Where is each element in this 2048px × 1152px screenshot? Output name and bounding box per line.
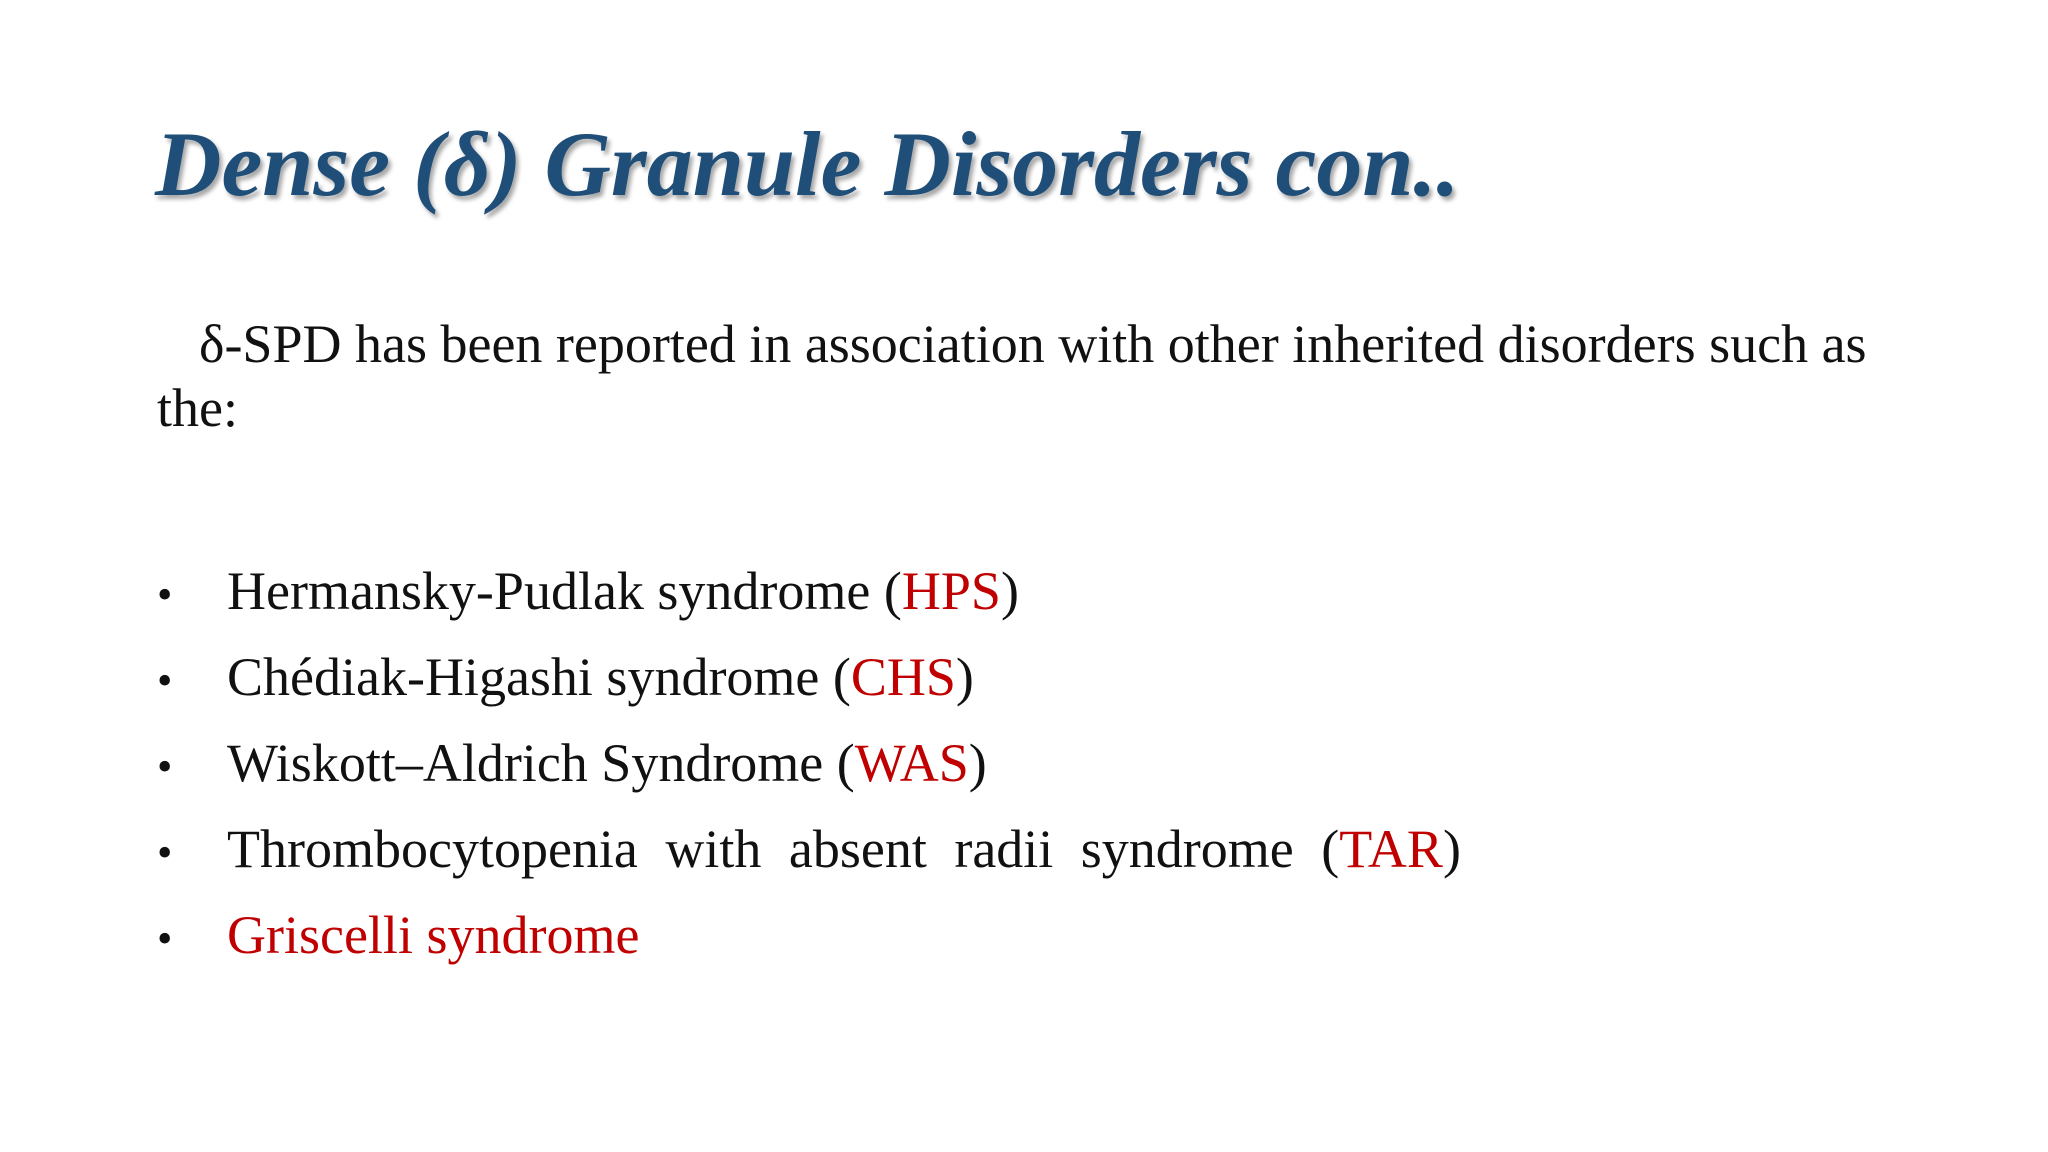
bullet-icon: • xyxy=(157,828,173,877)
list-item-abbr: Griscelli syndrome xyxy=(227,905,640,965)
bullet-icon: • xyxy=(157,656,173,705)
list-item-text: Chédiak-Higashi syndrome ( xyxy=(227,647,851,707)
list-item-close: ) xyxy=(1000,561,1019,621)
bullet-icon: • xyxy=(157,742,173,791)
list-item xyxy=(157,806,1461,892)
list-item-text: Hermansky-Pudlak syndrome ( xyxy=(227,561,902,621)
bullet-list xyxy=(157,548,1461,978)
list-item-abbr: TAR xyxy=(1339,819,1443,879)
list-item xyxy=(157,720,1461,806)
list-item xyxy=(157,634,1461,720)
bullet-icon: • xyxy=(157,914,173,963)
list-item-close: ) xyxy=(1442,819,1461,879)
list-item xyxy=(157,548,1461,634)
list-item-close: ) xyxy=(968,733,987,793)
list-item-text: Thrombocytopenia with absent radii syndrome ( xyxy=(227,819,1340,879)
list-item-close: ) xyxy=(955,647,974,707)
bullet-icon: • xyxy=(157,570,173,619)
intro-paragraph: δ-SPD has been reported in association with other inherited disorders such as the: xyxy=(157,314,1867,438)
list-item-abbr: CHS xyxy=(850,647,956,707)
list-item-abbr: HPS xyxy=(901,561,1001,621)
list-item xyxy=(157,892,1461,978)
slide-title: Dense (δ) Granule Disorders con.. xyxy=(155,113,1460,215)
list-item-abbr: WAS xyxy=(854,733,969,793)
list-item-text: Wiskott–Aldrich Syndrome ( xyxy=(227,733,855,793)
